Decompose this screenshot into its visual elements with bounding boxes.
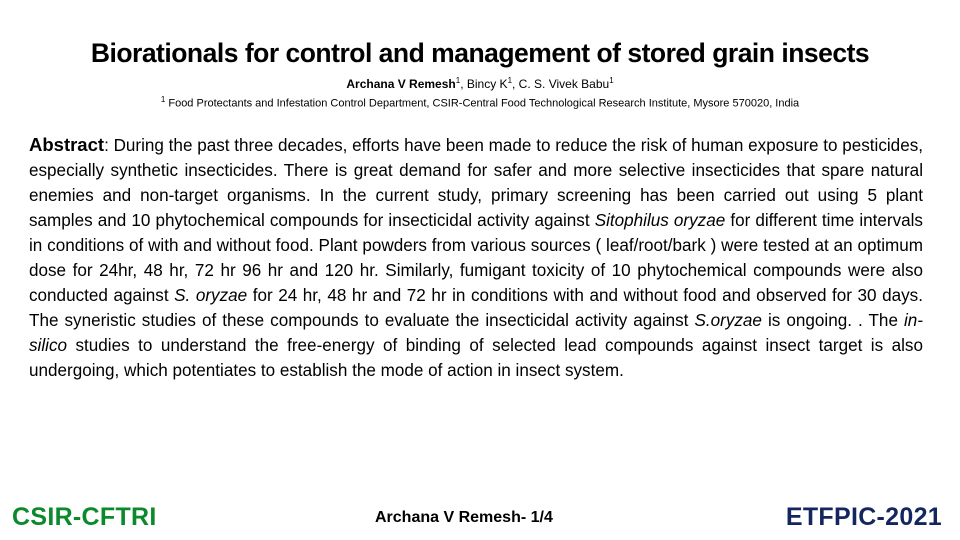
abstract-in-silico: in-silico [29,311,923,355]
footer-institute-label: CSIR-CFTRI [12,503,157,531]
first-author-affil-mark: 1 [455,76,461,85]
first-author: Archana V Remesh [346,77,456,91]
abstract-text-4: is ongoing. . The [761,311,904,330]
abstract-species-2: S. oryzae [174,286,248,305]
third-author-affil-mark: 1 [609,76,614,85]
abstract-text-1: : During the past three decades, efforts have been made to reduce the risk of human exposure to pesticides, especially synthetic insecticides. There is great demand for safer and more selective insecticides that spare natural enemies and non-target organisms. In the current study, primary screening has been carried out using 5 plant samples and 10 phytochemical compounds for insecticidal activity against [29,136,923,230]
second-author-affil-mark: 1 [507,76,513,85]
abstract-species-1: Sitophilus oryzae [594,211,726,230]
affiliation-line [0,95,960,110]
second-author: , Bincy K [460,77,508,91]
author-line [0,76,960,91]
third-author: , C. S. Vivek Babu [512,77,610,91]
footer-slide-number: Archana V Remesh- 1/4 [375,509,553,526]
affiliation-mark: 1 [160,95,166,104]
abstract-text-3: for 24 hr, 48 hr and 72 hr in conditions with and without food and observed for 30 days. The syneristic studies of these compounds to evaluate the insecticidal activity against [29,286,923,330]
abstract-text-5: studies to understand the free-energy of binding of selected lead compounds against insect target is also undergoing, which potentiates to establish the mode of action in insect system. [29,336,923,380]
abstract-paragraph [29,132,923,383]
affiliation-text: Food Protectants and Infestation Control Department, CSIR-Central Food Technological Research Institute, Mysore 570020, India [165,97,800,110]
slide-title: Biorationals for control and management of stored grain insects [90,38,870,68]
footer-event-label: ETFPIC-2021 [785,503,942,531]
abstract-heading: Abstract [29,134,105,155]
abstract-species-3: S.oryzae [694,311,762,330]
abstract-text-2: for different time intervals in conditions of with and without food. Plant powders from various sources ( leaf/root/bark ) were tested at an optimum dose for 24hr, 48 hr, 72 hr 96 hr and 120 hr. Similarly, fumigant toxicity of 10 phytochemical compounds were also conducted against [29,211,923,305]
